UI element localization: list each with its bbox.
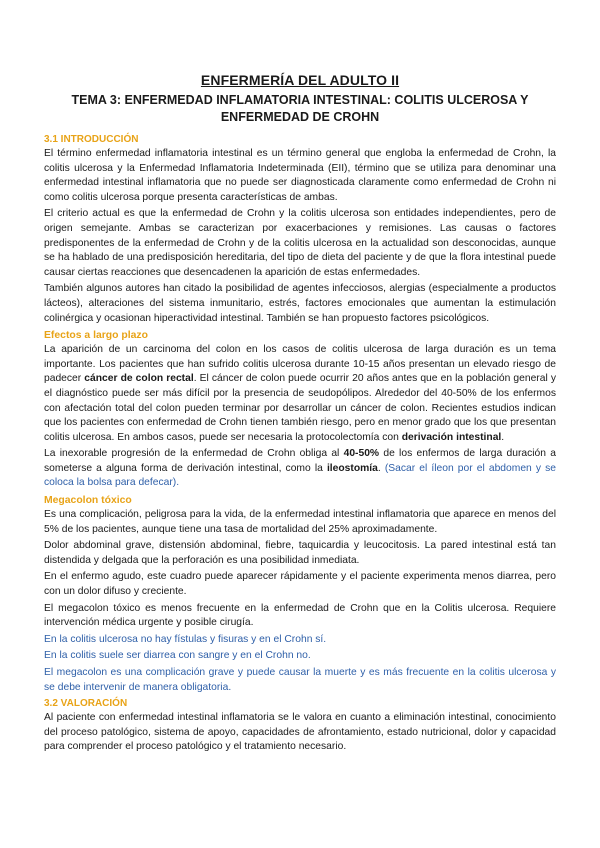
section-heading: 3.1 INTRODUCCIÓN <box>44 134 139 145</box>
text-run: La aparición de un carcinoma del colon en los casos de colitis ulcerosa de larga duración es un tema importante. Los pacientes que han sufrido colitis ulcerosa durante 10-15 años presentan un elevado riesgo de padecer <box>44 344 556 385</box>
paragraph: También algunos autores han citado la posibilidad de agentes infecciosos, alergias (especialmente a productos lácteos), alteraciones del sistema inmunitario, estrés, factores emocionales que aumentan la estimulación colinérgica y ocasionan hiperactividad intestinal. También se han propuesto factores psicológicos. <box>44 283 556 324</box>
bold-term: derivación intestinal <box>401 431 502 443</box>
text-run: . <box>501 431 505 443</box>
text-run: de los enfermos de larga duración a someterse a alguna forma de derivación intestinal, como la <box>44 448 556 474</box>
paragraph: El megacolon tóxico es menos frecuente en la enfermedad de Crohn que en la Colitis ulcerosa. Requiere intervención médica urgente y posible cirugía. <box>44 602 556 629</box>
paragraph: Es una complicación, peligrosa para la vida, de la enfermedad intestinal inflamatoria que aparece en menos del 5% de los pacientes, aunque tiene una tasa de mortalidad del 25% aproximadamente. <box>44 509 556 535</box>
section-heading: 3.2 VALORACIÓN <box>44 698 128 710</box>
text-run: . El cáncer de colon puede ocurrir 20 años antes que en la población general y el diagnóstico puede ser más difícil por la presencia de seudopólipos. Alrededor del 40-50% de los enfermos con afectación total del colon pueden terminar por desarrollar un cáncer de colon. Recientes estudios indican que los pacientes con enfermedad de Crohn tienen también riesgo, pero en menor grado que los que presentan colitis ulcerosa. En ambos casos, puede ser necesaria la protocolectomía con <box>44 373 556 443</box>
subsection-heading: Megacolon tóxico <box>44 495 132 507</box>
section-megacolon-toxico <box>44 494 556 695</box>
bold-term: cáncer de colon rectal <box>84 373 194 385</box>
paragraph: Al paciente con enfermedad intestinal inflamatoria se le valora en cuanto a eliminación intestinal, conocimiento del proceso patológico, sistema de apoyo, capacidades de afrontamiento, estado nutricional, dolor y capacidad para comprender el proceso patológico y el tratamiento necesario. <box>44 712 556 753</box>
section-efectos-largo-plazo <box>44 329 556 491</box>
paragraph <box>44 343 556 445</box>
subsection-heading: Efectos a largo plazo <box>44 330 148 342</box>
paragraph: El criterio actual es que la enfermedad de Crohn y la colitis ulcerosa son entidades independientes, pero de origen semejante. Ambas se caracterizan por exacerbaciones y remisiones. Las causas o factores predisponentes de la enfermedad de Crohn y de la colitis ulcerosa en la actualidad son desconocidas, aunque se ha hablado de una predisposición hereditaria, del tipo de dieta del paciente y de que la flora intestinal puede causar ciertas reacciones que desencadenen la aparición de estas enfermedades. <box>44 208 556 278</box>
study-note: En la colitis ulcerosa no hay fístulas y fisuras y en el Crohn sí. <box>44 633 327 645</box>
text-run: . <box>377 462 385 474</box>
paragraph: En el enfermo agudo, este cuadro puede aparecer rápidamente y el paciente experimenta menos diarrea, pero con un dolor difuso y creciente. <box>44 571 556 598</box>
study-note: (Sacar el íleon por el abdomen y se coloca la bolsa para defecar). <box>44 462 556 489</box>
bold-term: ileostomía <box>326 462 378 474</box>
paragraph <box>44 447 556 491</box>
section-valoracion <box>44 697 556 755</box>
paragraph: El término enfermedad inflamatoria intestinal es un término general que engloba la enfermedad de Crohn, la colitis ulcerosa y la Enfermedad Inflamatoria Indeterminada (EII), término que se utiliza para denominar una enfermedad intestinal inflamatoria que no puede ser diagnosticada claramente como enfermedad de Crohn ni como colitis ulcerosa porque presenta características de ambas. <box>44 148 556 203</box>
topic-title: TEMA 3: ENFERMEDAD INFLAMATORIA INTESTINAL: COLITIS ULCEROSA Y ENFERMEDAD DE CROHN <box>71 93 529 124</box>
study-note: En la colitis suele ser diarrea con sangre y en el Crohn no. <box>44 650 311 662</box>
paragraph: Dolor abdominal grave, distensión abdominal, fiebre, taquicardia y leucocitosis. La pared intestinal está tan distendida y delgada que la perforación es una posibilidad inmediata. <box>44 540 556 566</box>
text-run: La inexorable progresión de la enfermedad de Crohn obliga al <box>44 448 344 460</box>
document-page <box>44 72 556 757</box>
section-introduccion <box>44 133 556 326</box>
course-title: ENFERMERÍA DEL ADULTO II <box>200 72 400 88</box>
bold-term: 40-50% <box>343 448 380 460</box>
study-note: El megacolon es una complicación grave y puede causar la muerte y es más frecuente en la colitis ulcerosa y se debe intervenir de manera obligatoria. <box>44 667 556 693</box>
